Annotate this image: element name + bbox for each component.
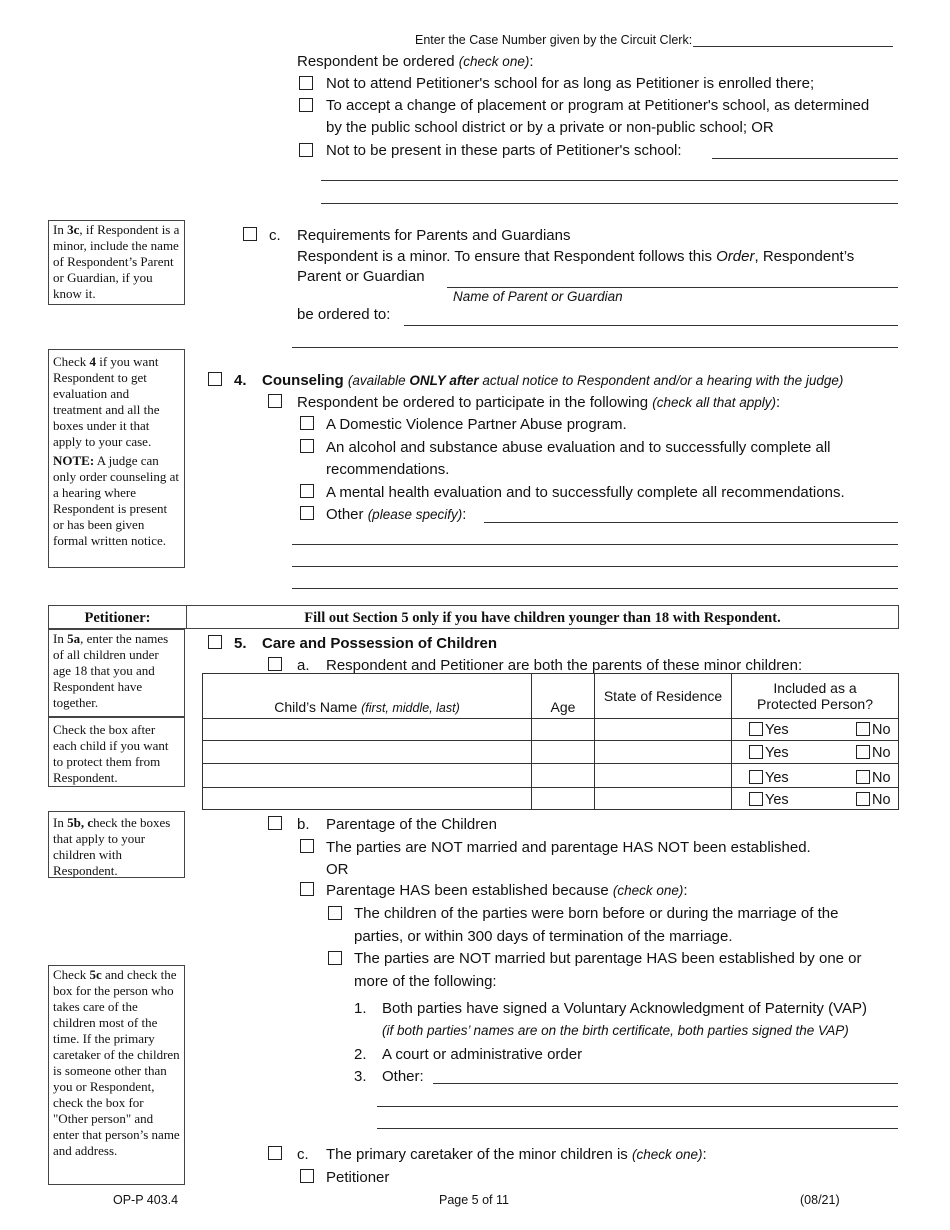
child-name-cell[interactable] [203,741,532,764]
table-row [203,764,899,788]
note-3c: In 3c, if Respondent is a minor, include the name of Respondent’s Parent or Guardian, if you know it. [48,220,185,305]
school-order-intro: Respondent be ordered (check one): [297,53,534,70]
section-3c-line1: Respondent is a minor. To ensure that Respondent follows this Order, Respondent’s [297,248,855,265]
col-protected: Included as a Protected Person? [732,674,899,719]
case-number-field[interactable] [693,46,893,47]
protected-cell: Yes No [732,719,899,741]
counseling-alcohol-checkbox[interactable] [300,439,314,453]
section-4-checkbox[interactable] [208,372,222,386]
table-row [203,719,899,741]
protected-yes-checkbox[interactable] [749,792,763,806]
child-age-cell[interactable] [532,719,595,741]
section-3c-checkbox[interactable] [243,227,257,241]
children-table-header [203,674,899,719]
school-parts-field-1[interactable] [712,158,898,159]
parentage-unmarried-checkbox[interactable] [328,951,342,965]
parentage-list-other: Other: [382,1068,424,1085]
note-5c: Check 5c and check the box for the person who takes care of the children most of the time. If the primary caretaker of the children is someone other than you or Respondent, check the box for "Other person" and enter that person’s name and address. [48,965,185,1185]
child-age-cell[interactable] [532,788,595,810]
protected-yes-checkbox[interactable] [749,745,763,759]
child-name-cell[interactable] [203,764,532,788]
counseling-other-checkbox[interactable] [300,506,314,520]
parent-guardian-caption: Name of Parent or Guardian [453,289,623,304]
section-3c-title: Requirements for Parents and Guardians [297,227,571,244]
banner-right: Fill out Section 5 only if you have children younger than 18 with Respondent. [304,610,781,626]
child-state-cell[interactable] [595,788,732,810]
section-5a-checkbox[interactable] [268,657,282,671]
counseling-mental-checkbox[interactable] [300,484,314,498]
caretaker-petitioner-label: Petitioner [326,1169,390,1186]
parentage-other-field-2[interactable] [377,1106,898,1107]
section-5a-text: Respondent and Petitioner are both the parents of these minor children: [326,657,803,674]
child-age-cell[interactable] [532,764,595,788]
counseling-mental-label: A mental health evaluation and to successfully complete all recommendations. [326,484,845,501]
protected-no-checkbox[interactable] [856,722,870,736]
protected-cell: Yes No [732,764,899,788]
footer-page: Page 5 of 11 [439,1193,509,1207]
protected-no-checkbox[interactable] [856,770,870,784]
section-4-heading: Counseling (available ONLY after actual notice to Respondent and/or a hearing with the judge) [262,372,844,389]
child-state-cell[interactable] [595,741,732,764]
parentage-unmarried-cont: more of the following: [354,973,497,990]
counseling-order-checkbox[interactable] [268,394,282,408]
parentage-list-num-2: 2. [354,1046,367,1063]
protected-cell: Yes No [732,788,899,810]
school-parts-field-2[interactable] [321,180,898,181]
parentage-established-label: Parentage HAS been established because (check one): [326,882,688,899]
school-opt3-checkbox[interactable] [299,143,313,157]
parentage-list-num-1: 1. [354,1000,367,1017]
child-state-cell[interactable] [595,764,732,788]
note-5a-protect: Check the box after each child if you want to protect them from Respondent. [48,717,185,787]
school-opt2-cont: by the public school district or by a private or non-public school; OR [326,119,774,136]
counseling-dv-checkbox[interactable] [300,416,314,430]
protected-yes-checkbox[interactable] [749,770,763,784]
col-age: Age [532,674,595,719]
parentage-marriage-cont: parties, or within 300 days of termination of the marriage. [354,928,733,945]
note-5a: In 5a, enter the names of all children under age 18 that you and Respondent have together. [48,629,185,717]
ordered-to-field-1[interactable] [404,325,898,326]
protected-no-checkbox[interactable] [856,792,870,806]
child-state-cell[interactable] [595,719,732,741]
ordered-to-field-2[interactable] [292,347,898,348]
counseling-other-label: Other (please specify): [326,506,467,523]
parentage-list-vap: Both parties have signed a Voluntary Acknowledgment of Paternity (VAP) [382,1000,867,1017]
parentage-not-established-label: The parties are NOT married and parentage HAS NOT been established. [326,839,811,856]
section-5-number: 5. [234,635,247,652]
counseling-other-field-1[interactable] [484,522,898,523]
parentage-list-num-3: 3. [354,1068,367,1085]
parentage-list-court: A court or administrative order [382,1046,583,1063]
section-3c-line2: Parent or Guardian [297,268,425,285]
note-4: Check 4 if you want Respondent to get evaluation and treatment and all the boxes under it that apply to your case. NOTE: A judge can only order counseling at a hearing where Respondent is present or has been given formal written notice. [48,349,185,568]
case-number-label: Enter the Case Number given by the Circuit Clerk: [415,33,693,47]
col-child-name: Child’s Name (first, middle, last) [203,674,532,719]
counseling-dv-label: A Domestic Violence Partner Abuse program. [326,416,627,433]
section-4-number: 4. [234,372,247,389]
child-name-cell[interactable] [203,788,532,810]
parentage-unmarried-label: The parties are NOT married but parentage HAS been established by one or [354,950,862,967]
protected-cell: Yes No [732,741,899,764]
section-5b-checkbox[interactable] [268,816,282,830]
section-5c-checkbox[interactable] [268,1146,282,1160]
parentage-marriage-checkbox[interactable] [328,906,342,920]
counseling-alcohol-label: An alcohol and substance abuse evaluation and to successfully complete all [326,439,831,456]
section-5b-title: Parentage of the Children [326,816,497,833]
banner-left: Petitioner: [49,606,187,628]
counseling-order-label: Respondent be ordered to participate in the following (check all that apply): [297,394,781,411]
parentage-marriage-label: The children of the parties were born before or during the marriage of the [354,905,839,922]
table-row [203,788,899,810]
table-row [203,741,899,764]
note-5b: In 5b, check the boxes that apply to your children with Respondent. [48,811,185,878]
section-5-checkbox[interactable] [208,635,222,649]
section-5b-letter: b. [297,816,310,833]
section-5a-letter: a. [297,657,310,674]
ordered-to-label: be ordered to: [297,306,391,323]
protected-yes-checkbox[interactable] [749,722,763,736]
school-opt1-checkbox[interactable] [299,76,313,90]
section-3c-letter: c. [269,227,281,244]
school-opt2-label: To accept a change of placement or program at Petitioner's school, as determined [326,97,870,114]
section-5c-letter: c. [297,1146,309,1163]
parentage-other-field-3[interactable] [377,1128,898,1129]
school-opt3-label: Not to be present in these parts of Petitioner's school: [326,142,682,159]
footer-form-id: OP-P 403.4 [113,1193,179,1207]
parentage-or: OR [326,861,349,878]
counseling-alcohol-cont: recommendations. [326,461,450,478]
parentage-other-field-1[interactable] [433,1083,898,1084]
child-age-cell[interactable] [532,741,595,764]
school-opt1-label: Not to attend Petitioner's school for as long as Petitioner is enrolled there; [326,75,815,92]
parent-guardian-name-field[interactable] [447,287,898,288]
counseling-other-field-3[interactable] [292,566,898,567]
parentage-established-checkbox[interactable] [300,882,314,896]
school-opt2-checkbox[interactable] [299,98,313,112]
protected-no-checkbox[interactable] [856,745,870,759]
parentage-not-established-checkbox[interactable] [300,839,314,853]
counseling-other-field-2[interactable] [292,544,898,545]
section-5-banner [48,605,899,629]
col-state: State of Residence [595,674,732,719]
section-5-title: Care and Possession of Children [262,635,498,652]
children-table [202,673,899,810]
section-5c-text: The primary caretaker of the minor children is (check one): [326,1146,707,1163]
parentage-vap-hint: (if both parties’ names are on the birth certificate, both parties signed the VAP) [382,1023,849,1038]
school-parts-field-3[interactable] [321,203,898,204]
caretaker-petitioner-checkbox[interactable] [300,1169,314,1183]
child-name-cell[interactable] [203,719,532,741]
counseling-other-field-4[interactable] [292,588,898,589]
footer-revision: (08/21) [800,1193,840,1207]
